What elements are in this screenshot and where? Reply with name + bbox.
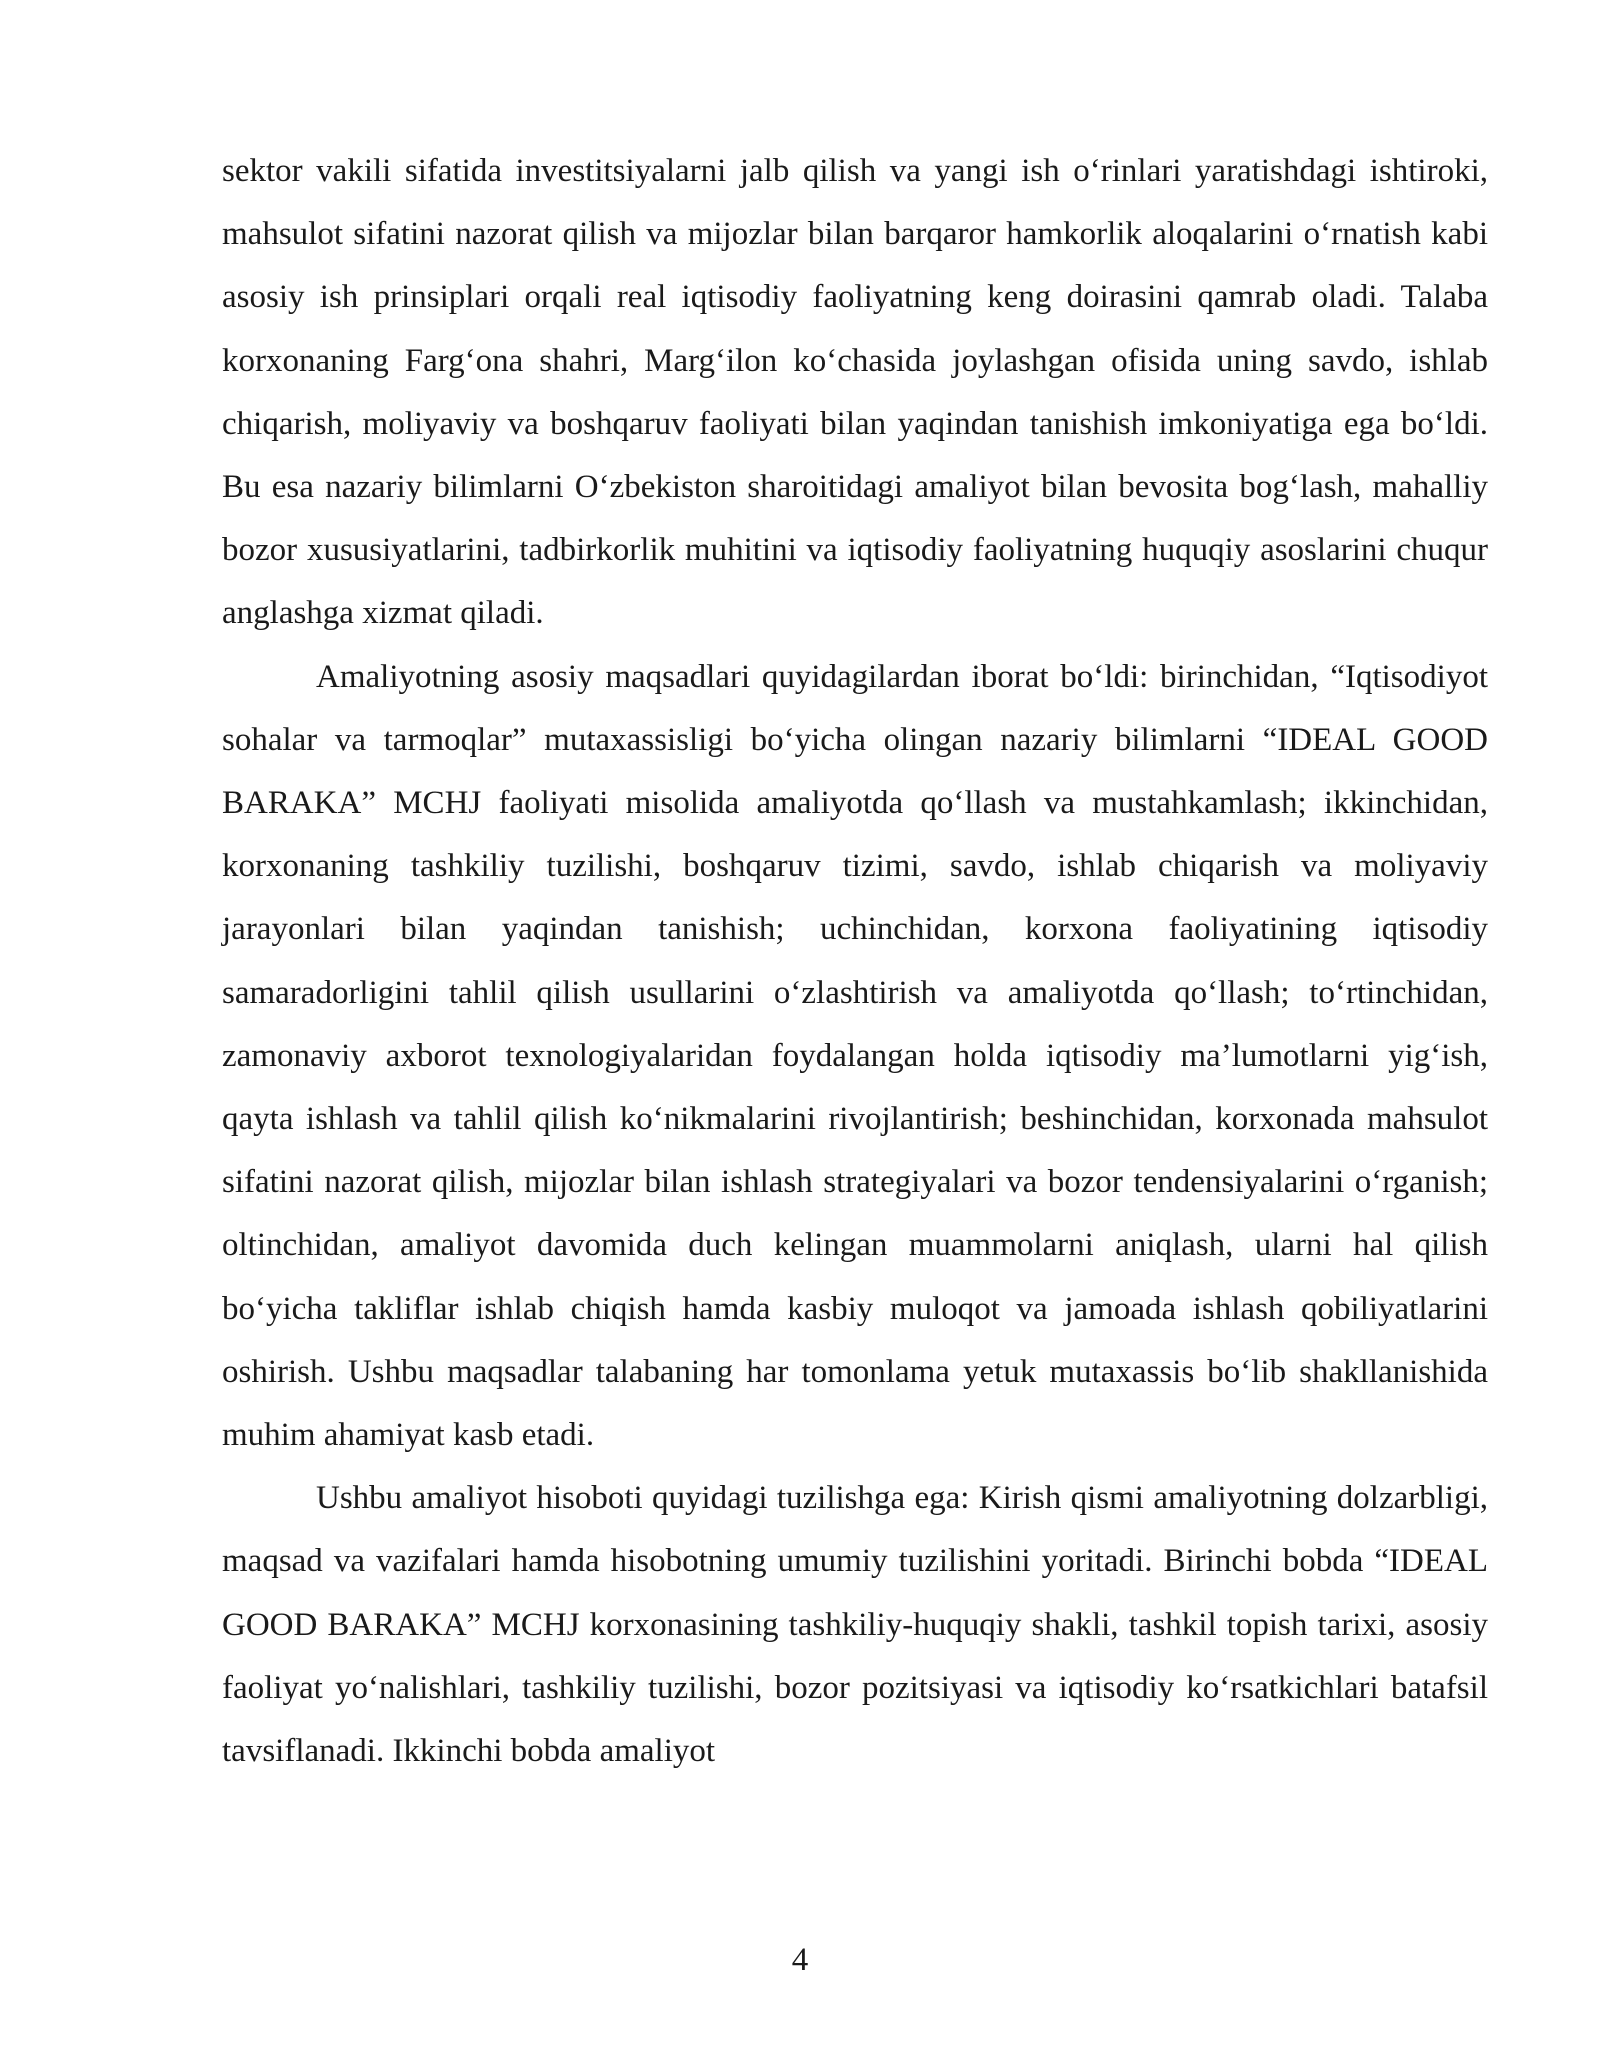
paragraph-goals: Amaliyotning asosiy maqsadlari quyidagilardan iborat bo‘ldi: birinchidan, “Iqtisodiyot sohalar va tarmoqlar” mutaxassisligi bo‘yicha olingan nazariy bilimlarni “IDEAL GOOD BARAKA” MCHJ faoliyati misolida amaliyotda qo‘llash va mustahkamlash; ikkinchidan, korxonaning tashkiliy tuzilishi, boshqaruv tizimi, savdo, ishlab chiqarish va moliyaviy jarayonlari bilan yaqindan tanishish; uchinchidan, korxona faoliyatining iqtisodiy samaradorligini tahlil qilish usullarini o‘zlashtirish va amaliyotda qo‘llash; to‘rtinchidan, zamonaviy axborot texnologiyalaridan foydalangan holda iqtisodiy ma’lumotlarni yig‘ish, qayta ishlash va tahlil qilish ko‘nikmalarini rivojlantirish; beshinchidan, korxonada mahsulot sifatini nazorat qilish, mijozlar bilan ishlash strategiyalari va bozor tendensiyalarini o‘rganish; oltinchidan, amaliyot davomida duch kelingan muammolarni aniqlash, ularni hal qilish bo‘yicha takliflar ishlab chiqish hamda kasbiy muloqot va jamoada ishlash qobiliyatlarini oshirish. Ushbu maqsadlar talabaning har tomonlama yetuk mutaxassis bo‘lib shakllanishida muhim ahamiyat kasb etadi. (222, 658, 1488, 1454)
paragraph-structure: Ushbu amaliyot hisoboti quyidagi tuzilishga ega: Kirish qismi amaliyotning dolzarbligi, maqsad va vazifalari hamda hisobotning umumiy tuzilishini yoritadi. Birinchi bobda “IDEAL GOOD BARAKA” MCHJ korxonasining tashkiliy-huquqiy shakli, tashkil topish tarixi, asosiy faoliyat yo‘nalishlari, tashkiliy tuzilishi, bozor pozitsiyasi va iqtisodiy ko‘rsatkichlari batafsil tavsiflanadi. Ikkinchi bobda amaliyot (222, 1480, 1488, 1770)
paragraph-continuation: sektor vakili sifatida investitsiyalarni jalb qilish va yangi ish o‘rinlari yaratishdagi ishtiroki, mahsulot sifatini nazorat qilish va mijozlar bilan barqaror hamkorlik aloqalarini o‘rnatish kabi asosiy ish prinsiplari orqali real iqtisodiy faoliyatning keng doirasini qamrab oladi. Talaba korxonaning Farg‘ona shahri, Marg‘ilon ko‘chasida joylashgan ofisida uning savdo, ishlab chiqarish, moliyaviy va boshqaruv faoliyati bilan yaqindan tanishish imkoniyatiga ega bo‘ldi. Bu esa nazariy bilimlarni O‘zbekiston sharoitidagi amaliyot bilan bevosita bog‘lash, mahalliy bozor xususiyatlarini, tadbirkorlik muhitini va iqtisodiy faoliyatning huquqiy asoslarini chuqur anglashga xizmat qiladi. (222, 153, 1488, 632)
body-text (222, 140, 1488, 1783)
page-number: 4 (791, 1942, 809, 1978)
